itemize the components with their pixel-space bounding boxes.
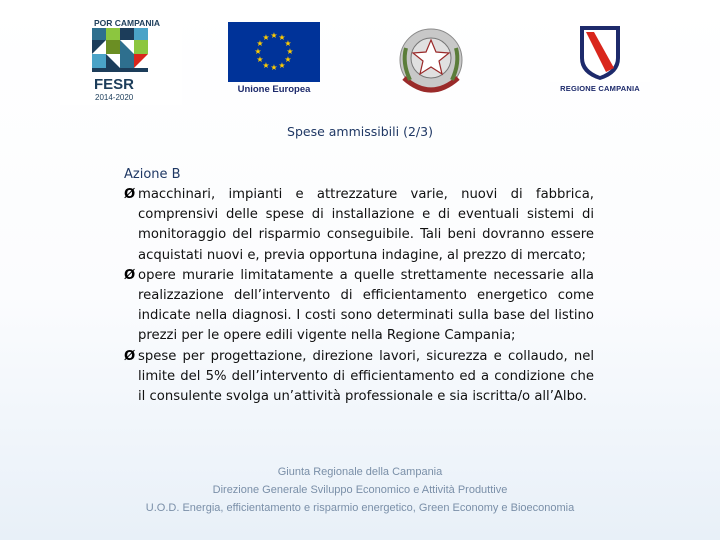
svg-text:★: ★ [256,39,264,48]
bullet-text: macchinari, impianti e attrezzature varie, nuovi di fabbrica, comprensivi delle spese di installazione e di eventuali sistemi di monitoraggio del risparmio conseguibile. Tali beni dovranno essere acquistati nuovi e, previa opportuna indagine, al prezzo di mercato; [138,187,594,263]
svg-text:★: ★ [270,63,278,72]
svg-text:★: ★ [262,61,270,70]
unione-europea-logo [228,22,320,98]
por-campania-fesr-logo [60,18,182,105]
footer [0,463,720,517]
eu-flag-icon [228,22,320,82]
bullet-arrow-icon: Ø [124,187,136,202]
fesr-years-text: 2014-2020 [95,93,134,102]
footer-line-direzione: Direzione Generale Sviluppo Economico e Attività Produttive [212,484,508,496]
section-heading: Azione B [124,167,181,182]
svg-text:★: ★ [256,55,264,64]
regione-campania-logo [550,22,650,100]
bullet-text: spese per progettazione, direzione lavori, sicurezza e collaudo, nel limite del 5% dell’intervento di efficientamento ed a condizione che il consulente svolga un’attività professionale e sia iscritta/o all’Albo. [138,348,594,405]
svg-text:★: ★ [254,47,262,56]
svg-text:★: ★ [284,55,292,64]
bullet-item [124,347,594,408]
regione-campania-label: REGIONE CAMPANIA [560,84,640,93]
footer-line-uod: U.O.D. Energia, efficientamento e risparmio energetico, Green Economy e Bioeconomia [145,502,575,514]
regione-campania-shield-icon [550,22,650,82]
svg-text:★: ★ [262,33,270,42]
bullet-item [124,185,594,266]
unione-europea-label: Unione Europea [237,84,311,95]
bullet-arrow-icon: Ø [124,267,136,283]
slide-title: Spese ammissibili (2/3) [287,124,433,139]
svg-text:★: ★ [284,39,292,48]
svg-text:★: ★ [270,31,278,40]
bullet-text: opere murarie limitatamente a quelle strettamente necessarie alla realizzazione dell’intervento di efficientamento energetico come indicate nella diagnosi. I costi sono determinati sulla base del listino prezzi per le opere edili vigente nella Regione Campania; [138,267,594,344]
por-campania-text: POR CAMPANIA [94,18,160,28]
bullet-list [124,185,594,407]
bullet-arrow-icon: Ø [124,348,136,364]
svg-text:★: ★ [286,47,294,56]
svg-text:★: ★ [278,33,286,42]
fesr-text: FESR [94,76,135,93]
republic-emblem-icon [396,18,466,104]
bullet-item [124,266,594,347]
footer-line-giunta: Giunta Regionale della Campania [277,466,443,478]
emblem-of-italy-icon [396,18,466,104]
svg-text:★: ★ [278,61,286,70]
